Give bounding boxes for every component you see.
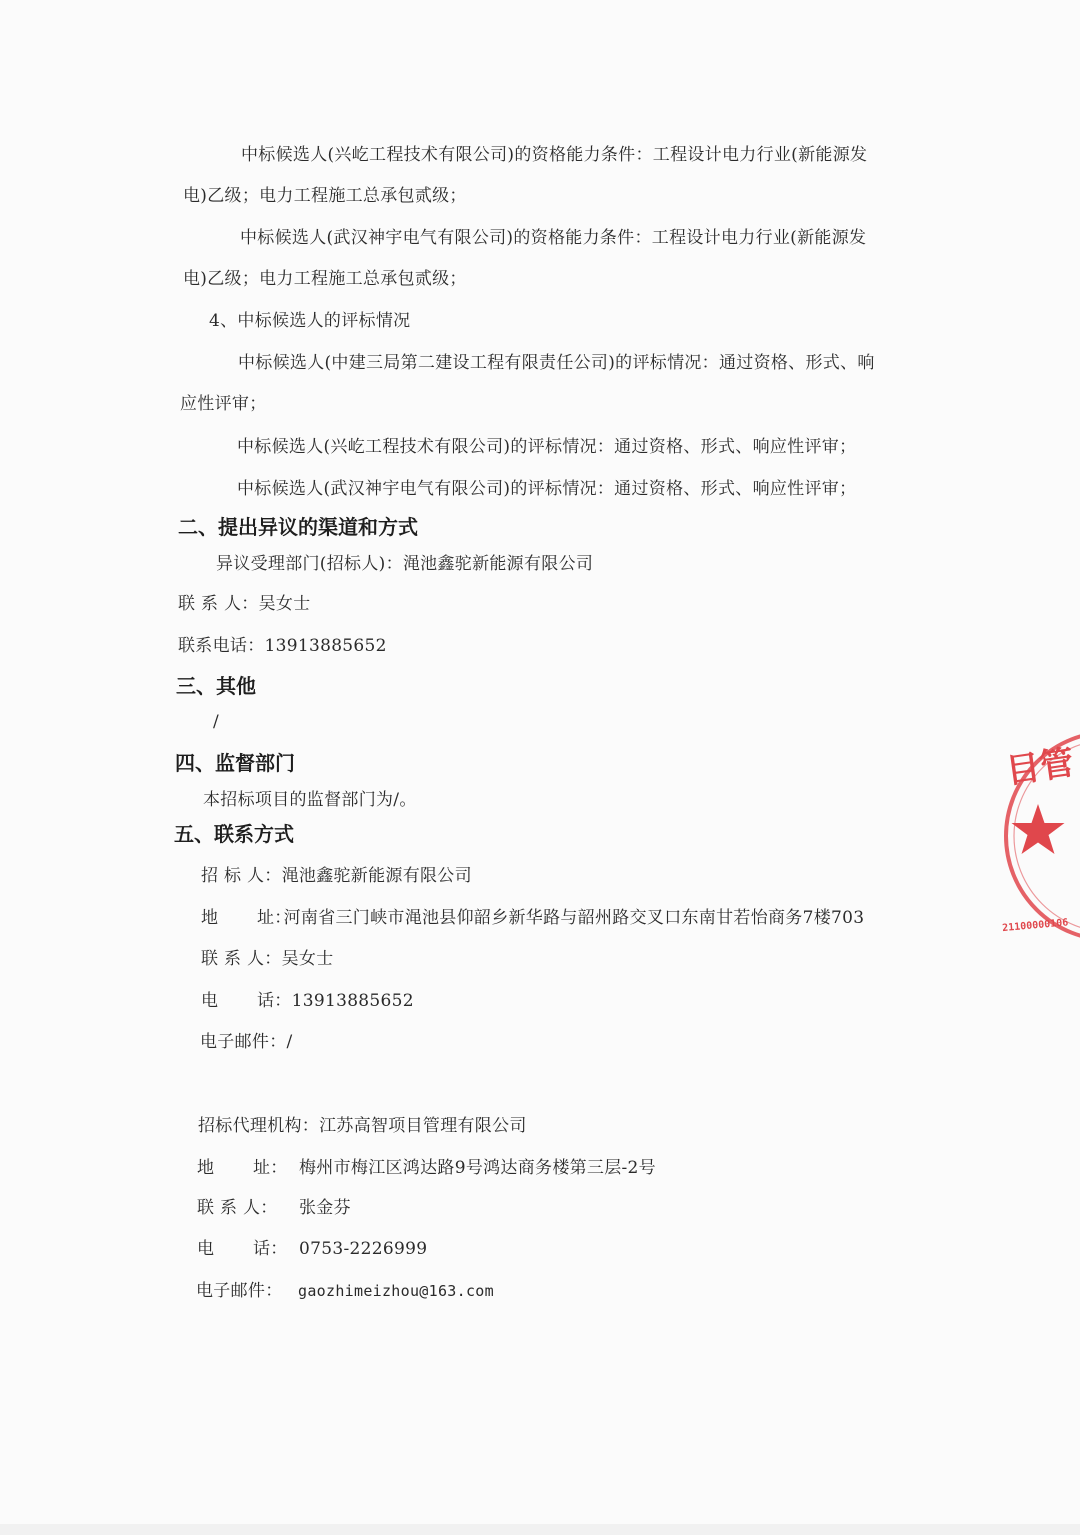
seal-number: 21100000106 — [1001, 917, 1069, 935]
agent-phone-label-a: 电 — [197, 1239, 215, 1259]
objection-phone: 联系电话：13913885652 — [178, 636, 387, 656]
tenderer-contact-label: 联 系 人： — [201, 949, 282, 969]
tenderer-phone-label-a: 电 — [201, 991, 219, 1011]
section-5-heading: 五、联系方式 — [174, 822, 294, 846]
section-4-heading: 四、监督部门 — [175, 751, 295, 775]
agent-email: gaozhimeizhou@163.com — [298, 1282, 494, 1300]
tenderer-address-label-a: 地 — [201, 908, 219, 928]
agent-address-label-b: 址： — [253, 1158, 288, 1178]
evaluation-line-3: 中标候选人(武汉神宇电气有限公司)的评标情况：通过资格、形式、响应性评审； — [237, 479, 857, 499]
supervision-content: 本招标项目的监督部门为/。 — [203, 790, 417, 810]
tenderer-phone: 13913885652 — [291, 991, 414, 1011]
agent-email-row — [196, 1279, 494, 1303]
evaluation-line-2: 中标候选人(兴屹工程技术有限公司)的评标情况：通过资格、形式、响应性评审； — [237, 437, 857, 457]
objection-dept: 异议受理部门(招标人)：渑池鑫驼新能源有限公司 — [216, 554, 594, 574]
agent-name-row — [198, 1114, 527, 1138]
objection-contact: 联 系 人：吴女士 — [178, 594, 311, 614]
agent-phone-row — [197, 1237, 427, 1261]
tenderer-name-row — [201, 864, 472, 888]
tenderer-address: 河南省三门峡市渑池县仰韶乡新华路与韶州路交叉口东南甘若怡商务7楼703 — [283, 908, 865, 928]
evaluation-line-1-cont: 应性评审； — [180, 394, 267, 414]
agent-name-label: 招标代理机构： — [198, 1116, 320, 1136]
star-icon — [1012, 804, 1065, 854]
other-content: / — [213, 712, 220, 732]
tenderer-email-label: 电子邮件： — [200, 1032, 287, 1052]
tenderer-address-row — [201, 906, 864, 930]
agent-email-label: 电子邮件： — [196, 1281, 283, 1301]
agent-contact-row — [197, 1196, 351, 1220]
qualification-line-2: 中标候选人(武汉神宇电气有限公司)的资格能力条件：工程设计电力行业(新能源发 — [240, 228, 867, 248]
evaluation-line-1: 中标候选人(中建三局第二建设工程有限责任公司)的评标情况：通过资格、形式、响 — [238, 353, 875, 373]
agent-contact-label: 联 系 人： — [197, 1198, 278, 1218]
tenderer-name-label: 招 标 人： — [201, 866, 282, 886]
section-3-heading: 三、其他 — [176, 674, 256, 698]
tenderer-name: 渑池鑫驼新能源有限公司 — [281, 866, 472, 886]
tenderer-phone-row — [201, 989, 414, 1013]
company-seal — [998, 728, 1080, 944]
tenderer-email: / — [286, 1032, 293, 1052]
tenderer-email-row — [200, 1030, 293, 1054]
evaluation-title: 4、中标候选人的评标情况 — [209, 311, 411, 331]
agent-contact: 张金芬 — [299, 1198, 351, 1218]
agent-address-row — [197, 1156, 656, 1180]
tenderer-phone-label-b: 话： — [257, 991, 292, 1011]
agent-phone: 0753-2226999 — [299, 1239, 428, 1259]
tenderer-contact: 吴女士 — [281, 949, 334, 969]
qualification-line-1-cont: 电)乙级；电力工程施工总承包贰级； — [183, 186, 467, 206]
agent-name: 江苏高智项目管理有限公司 — [319, 1116, 527, 1136]
agent-phone-label-b: 话： — [253, 1239, 288, 1259]
tenderer-address-label-b: 址： — [257, 908, 292, 928]
agent-address: 梅州市梅江区鸿达路9号鸿达商务楼第三层-2号 — [299, 1158, 656, 1178]
qualification-line-1: 中标候选人(兴屹工程技术有限公司)的资格能力条件：工程设计电力行业(新能源发 — [241, 145, 868, 165]
page-bottom-edge — [0, 1524, 1080, 1535]
tenderer-contact-row — [201, 947, 334, 971]
seal-text: 目管 — [1003, 742, 1077, 792]
qualification-line-2-cont: 电)乙级；电力工程施工总承包贰级； — [183, 269, 467, 289]
agent-address-label-a: 地 — [197, 1158, 215, 1178]
seal-graphic — [998, 728, 1080, 944]
section-2-heading: 二、提出异议的渠道和方式 — [178, 515, 418, 539]
